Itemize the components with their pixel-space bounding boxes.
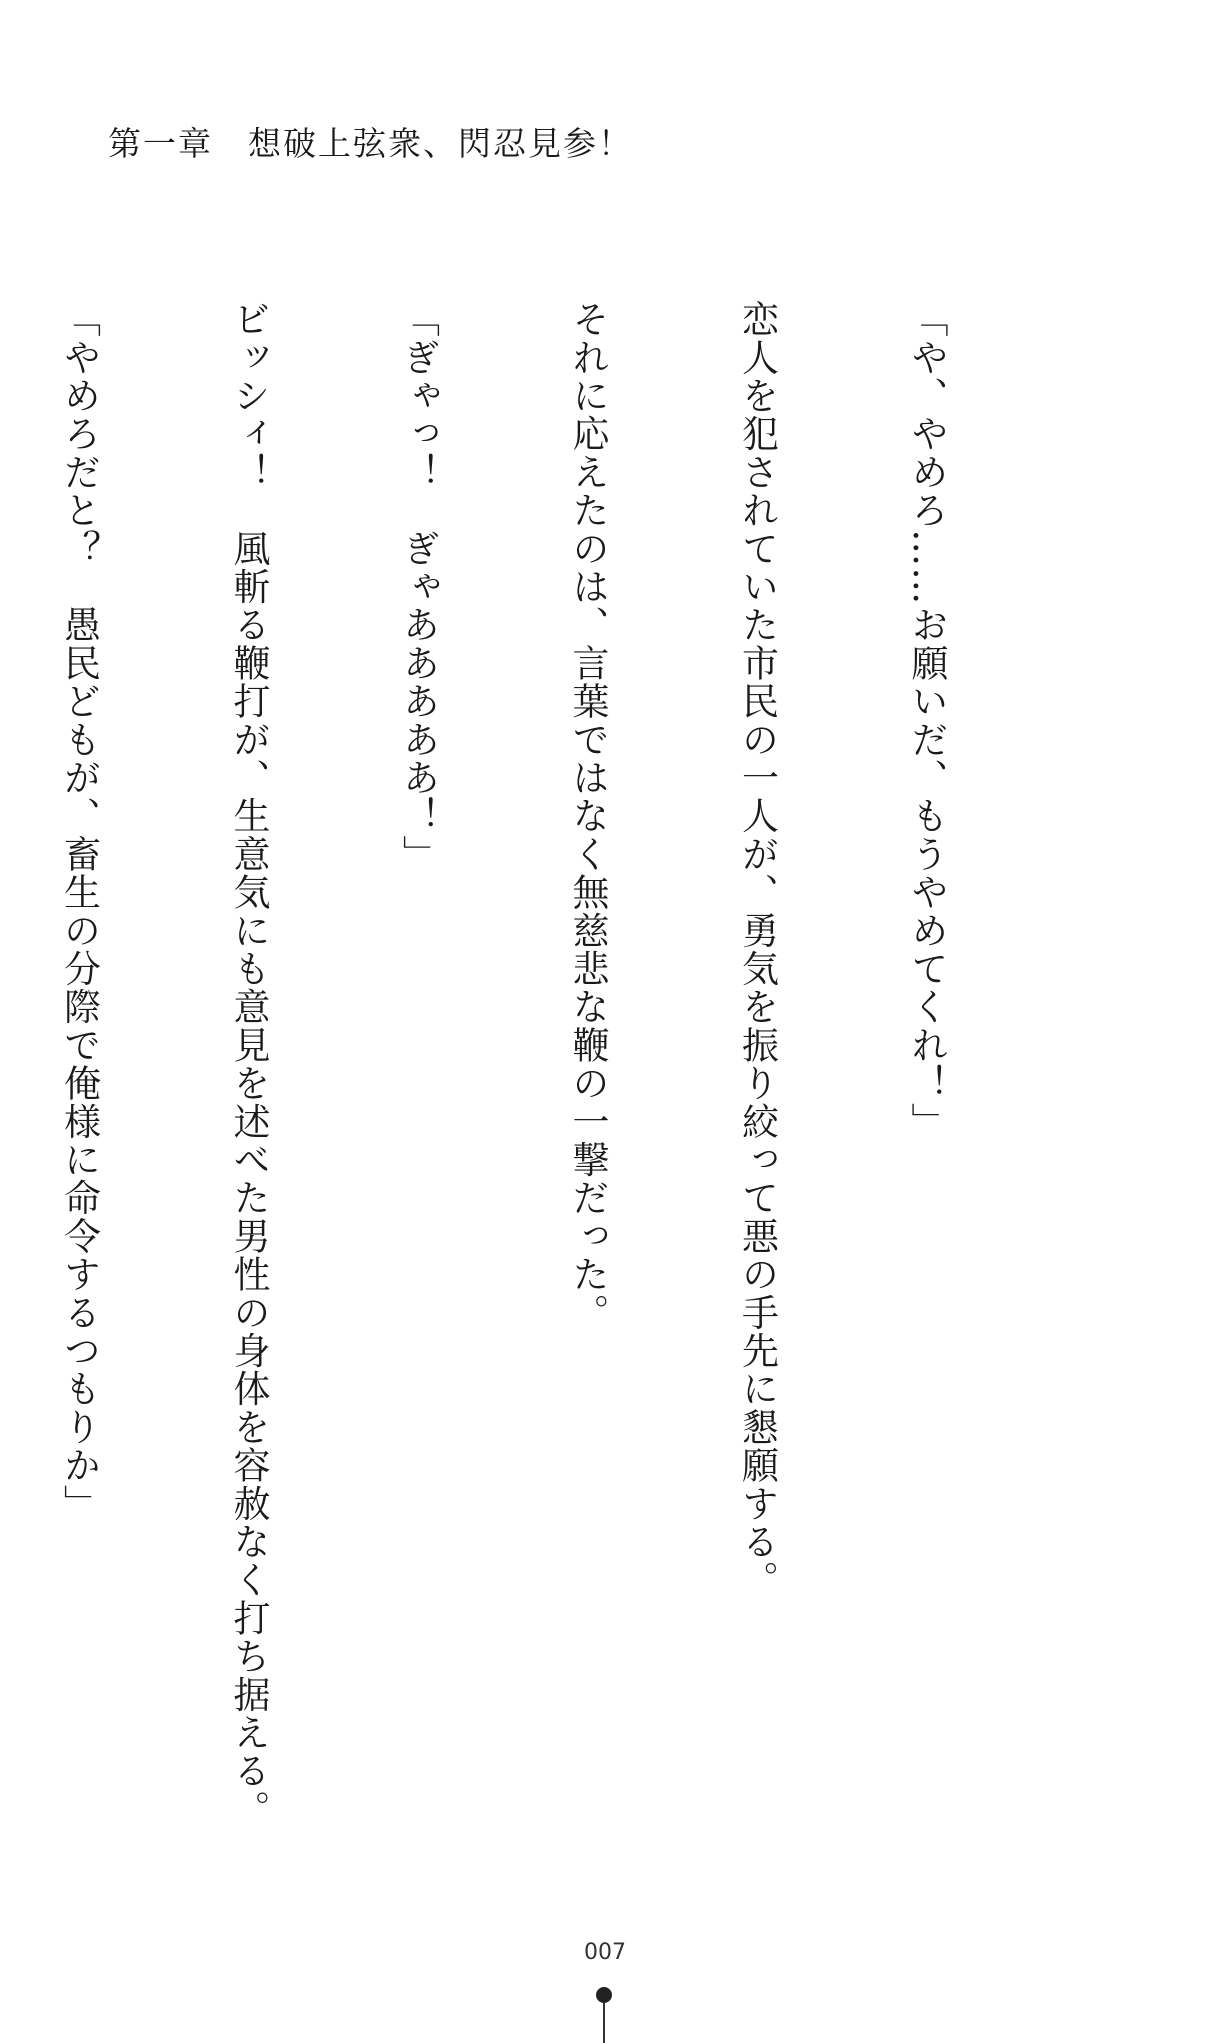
- text-column-2: 恋人を犯されていた市民の一人が、勇気を振り絞って悪の手先に懇願する。: [735, 300, 779, 1599]
- page-number: 007: [584, 1940, 626, 1965]
- text-column-4: 「ぎゃっ！ ぎゃあああああ！」: [396, 300, 440, 873]
- folio-line-ornament: [603, 2003, 605, 2043]
- vertical-body-text: [0, 300, 1067, 1860]
- text-column-6: 「やめろだと？ 愚民どもが、畜生の分際で俺様に命令するつもりか」: [57, 300, 101, 1523]
- folio-dot-ornament: [596, 1987, 612, 2003]
- chapter-header: 第一章 想破上弦衆、閃忍見参！: [108, 124, 633, 163]
- text-column-5: ビッシィ！ 風斬る鞭打が、生意気にも意見を述べた男性の身体を容赦なく打ち据える。: [227, 300, 270, 1828]
- text-column-3: それに応えたのは、言葉ではなく無慈悲な鞭の一撃だった。: [566, 300, 609, 1332]
- text-column-1: 「や、やめろ……お願いだ、もうやめてくれ！」: [905, 300, 948, 1141]
